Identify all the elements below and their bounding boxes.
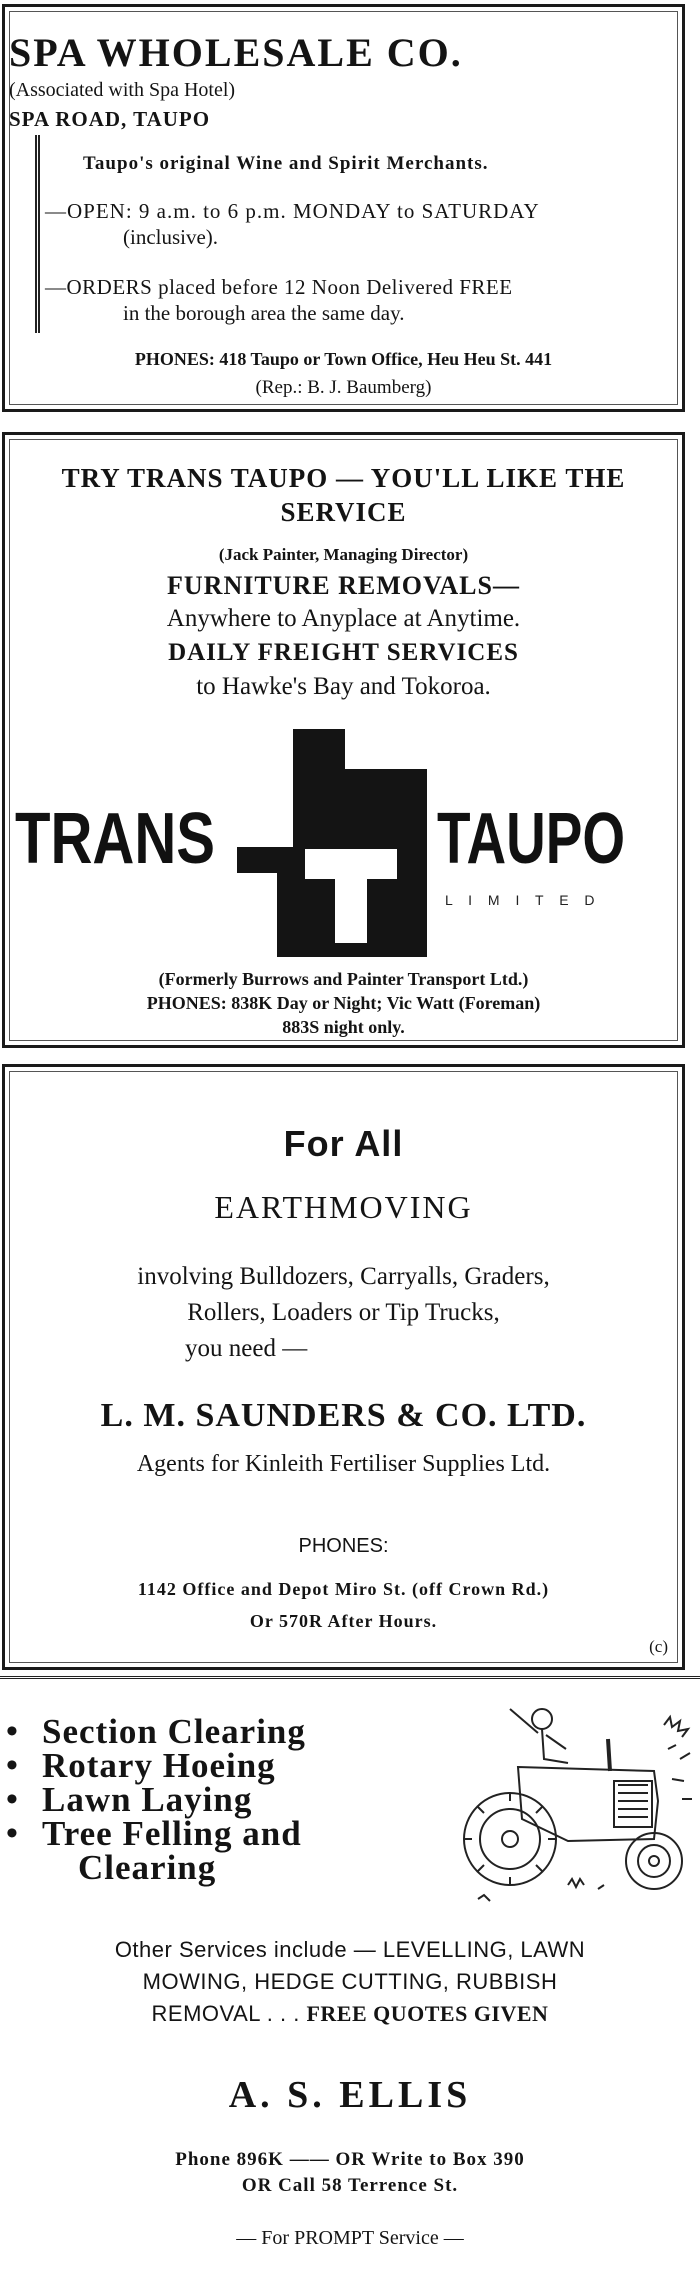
ellis-free-quotes: FREE QUOTES GIVEN [306,2001,549,2026]
ellis-service-item: • Tree Felling and [6,1817,306,1851]
logo-word-taupo: TAUPO [437,799,625,879]
ellis-service-item: • Lawn Laying [6,1783,306,1817]
trans-taupo-ad [2,432,685,1048]
trans-phones: PHONES: 838K Day or Night; Vic Watt (Foreman) [146,993,541,1013]
logo-word-trans: TRANS [15,799,215,879]
spa-orders-cont: in the borough area the same day. [123,301,405,325]
saunders-you-need: you need — [185,1335,308,1362]
spa-association: (Associated with Spa Hotel) [9,79,236,101]
trans-destinations: to Hawke's Bay and Tokoroa. [196,673,491,700]
saunders-office: 1142 Office and Depot Miro St. (off Crown Rd.) [137,1579,550,1599]
saunders-involving-cont: Rollers, Loaders or Tip Trucks, [187,1299,500,1326]
spa-vertical-rule [35,135,40,333]
ellis-name: A. S. ELLIS [228,2074,472,2116]
spa-phones: PHONES: 418 Taupo or Town Office, Heu Heu St. 441 [134,349,553,369]
saunders-phones-label: PHONES: [298,1535,389,1557]
spa-wholesale-ad [2,4,685,412]
saunders-earthmoving: EARTHMOVING [214,1189,473,1225]
trans-director: (Jack Painter, Managing Director) [218,545,469,564]
ellis-call: OR Call 58 Terrence St. [241,2175,459,2196]
spa-title: SPA WHOLESALE CO. [9,30,463,75]
saunders-ad [2,1064,685,1670]
ellis-service-item: • Section Clearing [6,1715,306,1749]
saunders-for-all: For All [283,1123,404,1164]
trans-headline-cont: SERVICE [280,497,407,527]
spa-open-hours: —OPEN: 9 a.m. to 6 p.m. MONDAY to SATURDAY [45,199,540,223]
ellis-services-list [6,1712,306,1887]
ellis-prompt: — For PROMPT Service — [236,2227,464,2249]
saunders-company: L. M. SAUNDERS & CO. LTD. [100,1397,587,1434]
spa-rep: (Rep.: B. J. Baumberg) [255,377,432,398]
logo-limited: L I M I T E D [445,892,601,908]
ellis-other-services: Other Services include — LEVELLING, LAWN [114,1937,586,1962]
ellis-other-services-cont: MOWING, HEDGE CUTTING, RUBBISH [142,1969,558,1994]
saunders-mark: (c) [649,1637,668,1656]
ellis-service-item-cont: Clearing [78,1848,217,1887]
spa-open-hours-cont: (inclusive). [123,225,219,249]
trans-phones-night: 883S night only. [282,1017,405,1037]
trans-furniture: FURNITURE REMOVALS— [167,571,520,600]
saunders-agents: Agents for Kinleith Fertiliser Supplies Ltd. [136,1451,551,1477]
ellis-service-item: • Rotary Hoeing [6,1749,306,1783]
trans-headline: TRY TRANS TAUPO — YOU'LL LIKE THE [61,463,626,493]
spa-tagline: Taupo's original Wine and Spirit Merchants. [83,153,489,174]
spa-address: SPA ROAD, TAUPO [9,107,211,131]
saunders-involving: involving Bulldozers, Carryalls, Graders, [137,1263,550,1290]
trans-anywhere: Anywhere to Anyplace at Anytime. [166,605,521,632]
saunders-after-hours: Or 570R After Hours. [249,1611,438,1631]
ellis-other-services-end [0,2001,700,2027]
spa-orders: —ORDERS placed before 12 Noon Delivered FREE [45,275,513,299]
trans-taupo-logo [5,723,682,963]
ellis-ad [0,1676,700,2279]
trans-daily-freight: DAILY FREIGHT SERVICES [168,639,519,666]
tractor-illustration [458,1689,698,1911]
ellis-phone: Phone 896K —— OR Write to Box 390 [175,2149,525,2170]
ellis-removal: REMOVAL . . . [151,2001,307,2026]
trans-formerly: (Formerly Burrows and Painter Transport Ltd.) [158,969,529,989]
